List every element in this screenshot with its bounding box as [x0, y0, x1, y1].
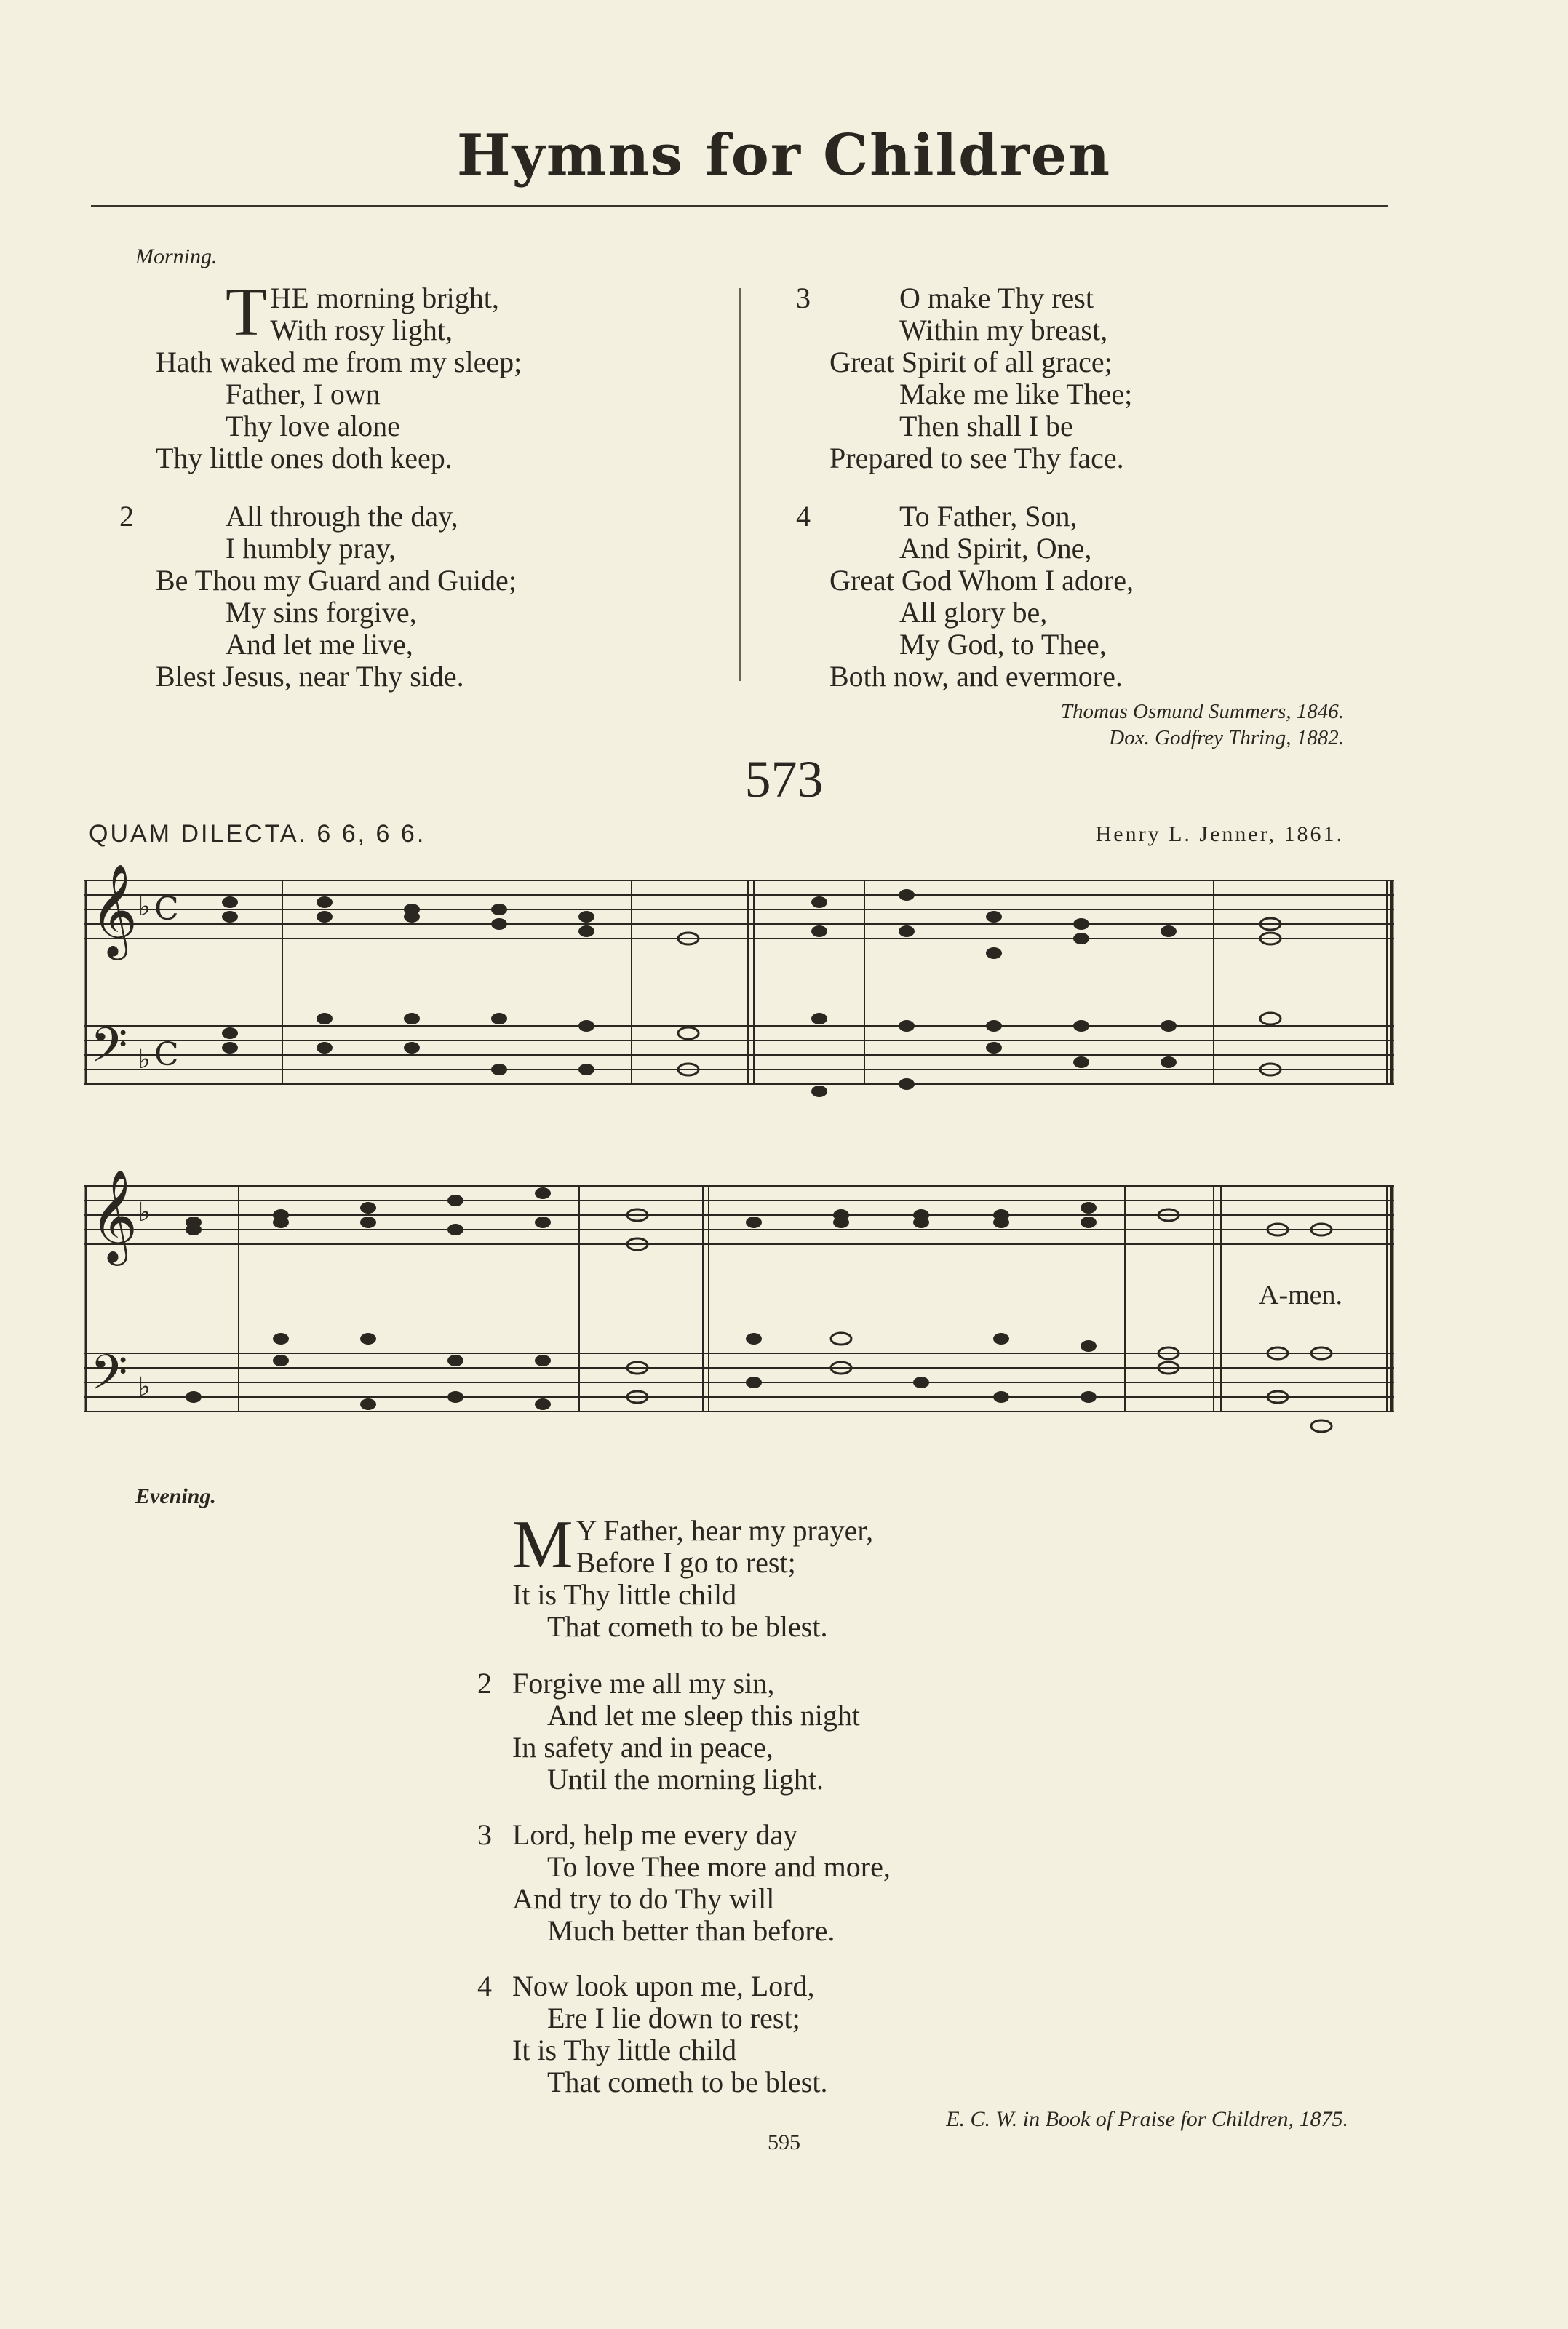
verse-line: O make Thy rest: [899, 282, 1094, 314]
page-number: 595: [768, 2130, 800, 2154]
morning-stanza-4: [829, 501, 1382, 693]
svg-text:𝄞: 𝄞: [90, 1169, 138, 1262]
music-score-system-1: [84, 859, 1394, 1135]
composer: Henry L. Jenner, 1861.: [1095, 822, 1344, 846]
evening-stanza-1: [512, 1507, 1167, 1643]
verse-line: And try to do Thy will: [512, 1882, 775, 1915]
verse-line: Forgive me all my sin,: [512, 1667, 775, 1700]
verse-line: And Spirit, One,: [899, 532, 1092, 565]
verse-line: Within my breast,: [899, 314, 1108, 346]
verse-line: Ere I lie down to rest;: [547, 2002, 800, 2034]
verse-line: Much better than before.: [547, 1914, 835, 1947]
morning-stanza-2: [156, 501, 709, 693]
verse-line: My sins forgive,: [226, 596, 417, 629]
svg-text:C: C: [154, 891, 179, 928]
verse-line: Father, I own: [226, 378, 381, 410]
amen-label: A-men.: [1259, 1280, 1343, 1310]
verse-line: Lord, help me every day: [512, 1818, 798, 1851]
verse-line: And let me sleep this night: [547, 1699, 860, 1732]
stanza-number: 4: [477, 1970, 492, 2002]
dropcap: T: [226, 274, 268, 350]
stanza-number: 2: [119, 500, 134, 533]
verse-line: All through the day,: [226, 500, 458, 533]
evening-label: Evening.: [135, 1484, 216, 1508]
attribution-doxology: Dox. Godfrey Thring, 1882.: [1109, 726, 1344, 749]
verse-line: Then shall I be: [899, 410, 1073, 442]
verse-line: With rosy light,: [270, 314, 453, 346]
verse-line: Thy little ones doth keep.: [156, 442, 453, 474]
verse-line: My God, to Thee,: [899, 628, 1107, 661]
svg-text:♭: ♭: [138, 1198, 151, 1227]
verse-line: Great God Whom I adore,: [829, 564, 1134, 597]
verse-line: In safety and in peace,: [512, 1731, 773, 1764]
verse-line: That cometh to be blest.: [547, 2066, 828, 2098]
verse-line: Great Spirit of all grace;: [829, 346, 1113, 378]
morning-stanza-3: [829, 282, 1382, 474]
verse-line: Until the morning light.: [547, 1763, 824, 1796]
verse-line: Prepared to see Thy face.: [829, 442, 1124, 474]
stanza-number: 3: [796, 282, 811, 314]
morning-label: Morning.: [135, 244, 218, 268]
verse-line: It is Thy little child: [512, 1578, 737, 1611]
attribution-author: Thomas Osmund Summers, 1846.: [1060, 700, 1344, 723]
page-heading: Hymns for Children: [456, 122, 1112, 188]
svg-text:𝄞: 𝄞: [90, 863, 138, 956]
verse-line: Hath waked me from my sleep;: [156, 346, 522, 378]
evening-stanza-3: [512, 1819, 1167, 1947]
evening-attribution: E. C. W. in Book of Praise for Children, 1875.: [946, 2107, 1348, 2131]
verse-line: Now look upon me, Lord,: [512, 1970, 815, 2002]
stanza-number: 2: [477, 1667, 492, 1700]
verse-line: HE morning bright,: [270, 282, 499, 314]
heading-rule: [91, 205, 1388, 207]
verse-line: Before I go to rest;: [576, 1546, 796, 1579]
svg-text:C: C: [154, 1036, 179, 1073]
tune-name: QUAM DILECTA. 6 6, 6 6.: [89, 820, 426, 848]
verse-line: It is Thy little child: [512, 2034, 737, 2066]
verse-line: Make me like Thee;: [899, 378, 1133, 410]
dropcap: M: [512, 1507, 573, 1582]
verse-line: All glory be,: [899, 596, 1048, 629]
column-divider: [739, 288, 741, 681]
svg-text:♭: ♭: [138, 1045, 151, 1075]
verse-line: Be Thou my Guard and Guide;: [156, 564, 517, 597]
verse-line: I humbly pray,: [226, 532, 397, 565]
stanza-number: 3: [477, 1818, 492, 1851]
svg-text:𝄢: 𝄢: [90, 1345, 128, 1412]
morning-stanza-1: [156, 274, 709, 474]
verse-line: Blest Jesus, near Thy side.: [156, 660, 464, 693]
verse-line: Thy love alone: [226, 410, 400, 442]
verse-line: Y Father, hear my prayer,: [576, 1514, 874, 1547]
hymn-number: 573: [744, 750, 824, 808]
verse-line: That cometh to be blest.: [547, 1610, 828, 1643]
stanza-number: 4: [796, 500, 811, 533]
music-score-system-2: [84, 1164, 1394, 1455]
evening-stanza-2: [512, 1668, 1167, 1796]
svg-text:𝄢: 𝄢: [90, 1017, 128, 1085]
verse-line: To Father, Son,: [899, 500, 1078, 533]
verse-line: Both now, and evermore.: [829, 660, 1123, 693]
verse-line: And let me live,: [226, 628, 413, 661]
verse-line: To love Thee more and more,: [547, 1850, 891, 1883]
svg-text:♭: ♭: [138, 892, 151, 922]
svg-text:♭: ♭: [138, 1372, 151, 1402]
evening-stanza-4: [512, 1970, 1167, 2098]
